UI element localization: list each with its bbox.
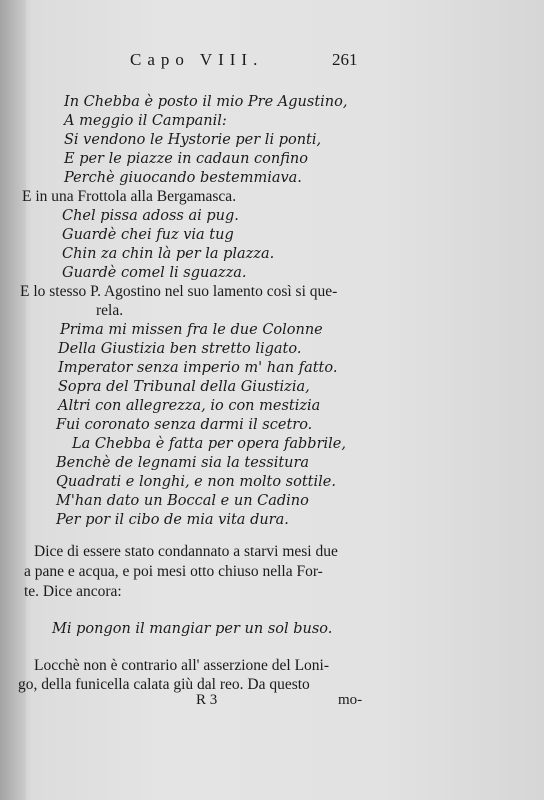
verse-line: In Chebba è posto il mio Pre Agustino, (64, 94, 348, 110)
prose-line: E lo stesso P. Agostino nel suo lamento così si que- (20, 283, 338, 300)
verse-line: Quadrati e longhi, e non molto sottile. (56, 474, 336, 490)
verse-line: Benchè de legnami sia la tessitura (56, 455, 310, 471)
prose-line: Dice di essere stato condannato a starvi mesi due (34, 543, 338, 560)
catchword: mo- (338, 692, 363, 708)
verse-line: Sopra del Tribunal della Giustizia, (58, 379, 310, 395)
prose-line: a pane e acqua, e poi mesi otto chiuso nella For- (24, 563, 323, 580)
running-title: Capo VIII. (130, 50, 264, 69)
verse-line: Della Giustizia ben stretto ligato. (58, 341, 302, 357)
verse-line: Chel pissa adoss ai pug. (62, 208, 239, 224)
verse-line: A meggio il Campanil: (64, 113, 227, 129)
verse-line: Per por il cibo de mia vita dura. (56, 512, 289, 528)
verse-line: Chin za chin là per la plazza. (62, 246, 275, 262)
verse-line: Guardè comel li sguazza. (62, 265, 247, 281)
verse-line: Mi pongon il mangiar per un sol buso. (52, 621, 333, 637)
prose-line: Locchè non è contrario all' asserzione del Loni- (34, 657, 330, 674)
page-footer (0, 690, 544, 714)
verse-line: Altri con allegrezza, io con mestizia (58, 398, 321, 414)
verse-line: E per le piazze in cadaun confino (64, 151, 308, 167)
page-number: 261 (332, 50, 358, 69)
verse-line: La Chebba è fatta per opera fabbrile, (72, 436, 346, 452)
verse-line: M'han dato un Boccal e un Cadino (56, 493, 309, 509)
verse-line: Perchè giuocando bestemmiava. (64, 170, 302, 186)
verse-line: Prima mi missen fra le due Colonne (60, 322, 323, 338)
prose-line: go, della funicella calata giù dal reo. Da questo (18, 676, 310, 693)
prose-line: E in una Frottola alla Bergamasca. (22, 188, 237, 205)
verse-line: Fui coronato senza darmi il scetro. (56, 417, 313, 433)
signature-mark: R 3 (196, 692, 218, 708)
page-header (0, 50, 544, 74)
prose-line: te. Dice ancora: (24, 583, 122, 600)
verse-line: Guardè chei fuz via tug (62, 227, 234, 243)
verse-line: Imperator senza imperio m' han fatto. (58, 360, 338, 376)
prose-line: rela. (96, 302, 124, 319)
verse-line: Si vendono le Hystorie per li ponti, (64, 132, 322, 148)
